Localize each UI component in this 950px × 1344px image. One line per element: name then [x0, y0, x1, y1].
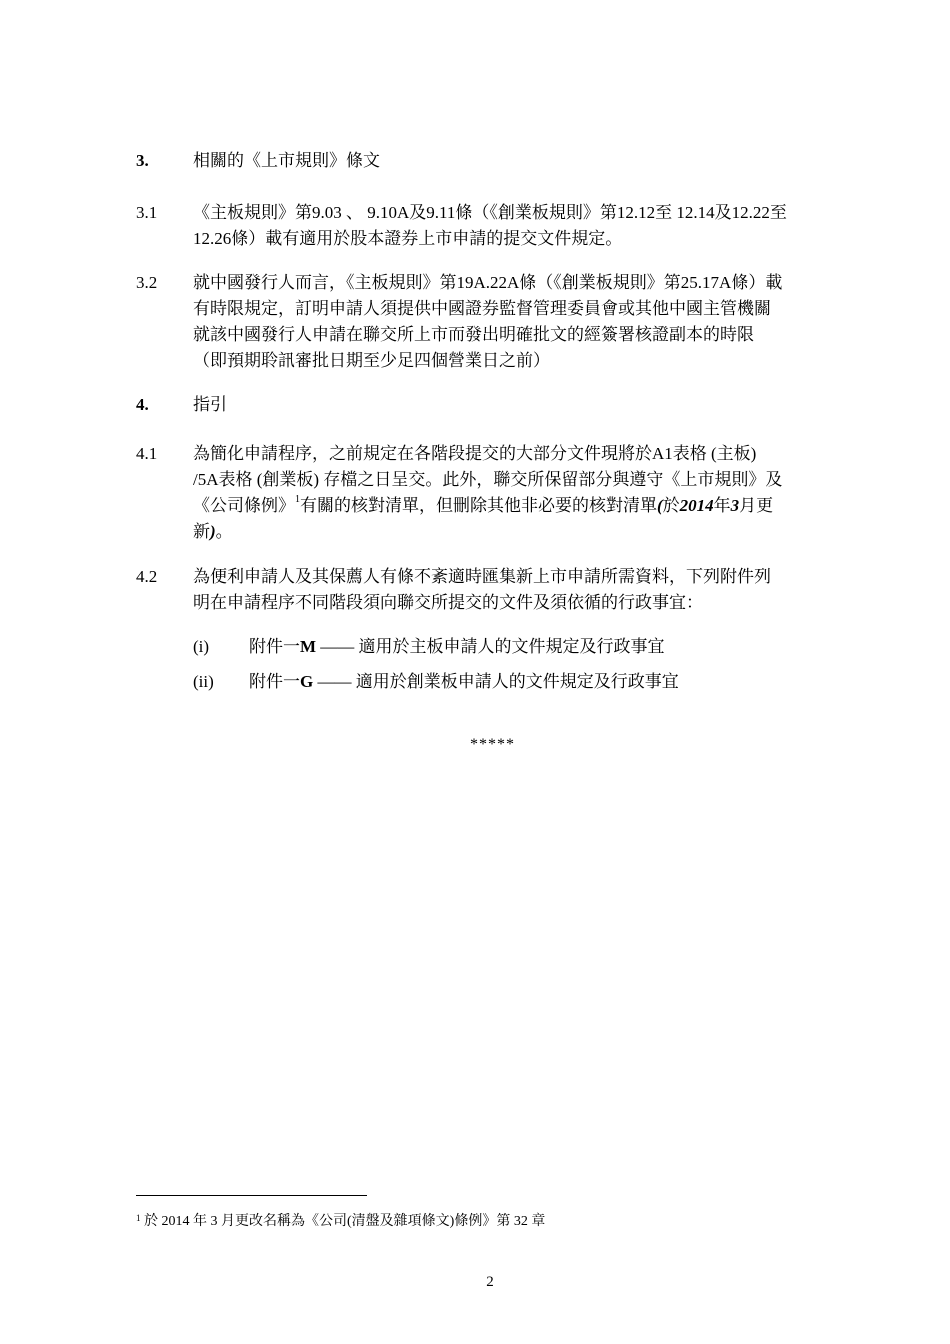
emphasis-run: (: [657, 496, 663, 515]
text-line: 為簡化申請程序，之前規定在各階段提交的大部分文件現將於A1表格 (主板): [193, 444, 757, 463]
section-title: 指引: [193, 395, 227, 414]
paragraph-number: 4.1: [136, 444, 158, 463]
emphasis-run: 3: [730, 496, 740, 515]
text-line: 明在申請程序不同階段須向聯交所提交的文件及須依循的行政事宜：: [193, 593, 703, 612]
footnote-text: 於 2014 年 3 月更改名稱為《公司(清盤及雜項條文)條例》第 32 章: [140, 1214, 546, 1229]
emphasis-run: 2014: [679, 496, 714, 515]
list-item-number: (ii): [193, 672, 214, 691]
list-item-code: G: [300, 672, 314, 691]
text-run: 年: [713, 496, 731, 515]
list-item-number: (i): [193, 637, 210, 656]
page-number: 2: [486, 1274, 494, 1290]
text-run: 月更: [739, 496, 774, 515]
list-item-description: —— 適用於創業板申請人的文件規定及行政事宜: [313, 672, 679, 691]
text-line: 有時限規定，訂明申請人須提供中國證券監督管理委員會或其他中國主管機關: [193, 299, 771, 318]
footnote-rule: [136, 1195, 367, 1196]
text-line: [193, 522, 233, 541]
footnote: [136, 1212, 545, 1232]
text-line: （即預期聆訊審批日期至少足四個營業日之前）: [193, 351, 550, 370]
footnote-marker: 1: [136, 1213, 141, 1223]
list-item-code: M: [300, 637, 317, 656]
text-run: 新: [193, 522, 210, 541]
text-line: 就該中國發行人申請在聯交所上市而發出明確批文的經簽署核證副本的時限: [193, 325, 754, 344]
text-run: 於: [662, 496, 680, 515]
footnote-reference: 1: [295, 494, 300, 505]
text-line: 就中國發行人而言，《主板規則》第19A.22A條（《創業板規則》第25.17A條）載: [193, 273, 783, 292]
paragraph-text: [193, 270, 858, 374]
text-run: 有關的核對清單，但刪除其他非必要的核對清單: [300, 496, 657, 515]
text-line: 《主板規則》第9.03 、 9.10A及9.11條（《創業板規則》第12.12至 12.14及12.22至: [193, 203, 787, 222]
section-separator: *****: [470, 736, 515, 753]
text-run: 。: [215, 522, 233, 541]
emphasis-run: ): [210, 522, 216, 541]
section-number: 4.: [136, 395, 149, 414]
section-title: 相關的《上市規則》條文: [193, 151, 380, 170]
text-line: 12.26條）載有適用於股本證券上市申請的提交文件規定。: [193, 229, 623, 248]
text-line: /5A表格 (創業板) 存檔之日呈交。此外，聯交所保留部分與遵守《上市規則》及: [193, 470, 783, 489]
text-line: [193, 496, 773, 515]
text-run: 《公司條例》: [193, 496, 295, 515]
paragraph-text: [193, 441, 858, 545]
paragraph-number: 3.1: [136, 203, 158, 222]
list-item-prefix: 附件一: [249, 637, 300, 656]
list-item-prefix: 附件一: [249, 672, 300, 691]
text-line: 為便利申請人及其保薦人有條不紊適時匯集新上市申請所需資料，下列附件列: [193, 567, 771, 586]
section-number: 3.: [136, 151, 149, 170]
list-item-text: [249, 634, 665, 660]
list-item-text: [249, 669, 679, 695]
paragraph-number: 4.2: [136, 567, 158, 586]
list-item-description: —— 適用於主板申請人的文件規定及行政事宜: [316, 637, 665, 656]
paragraph-number: 3.2: [136, 273, 158, 292]
paragraph-text: [193, 200, 858, 252]
paragraph-text: [193, 564, 858, 616]
